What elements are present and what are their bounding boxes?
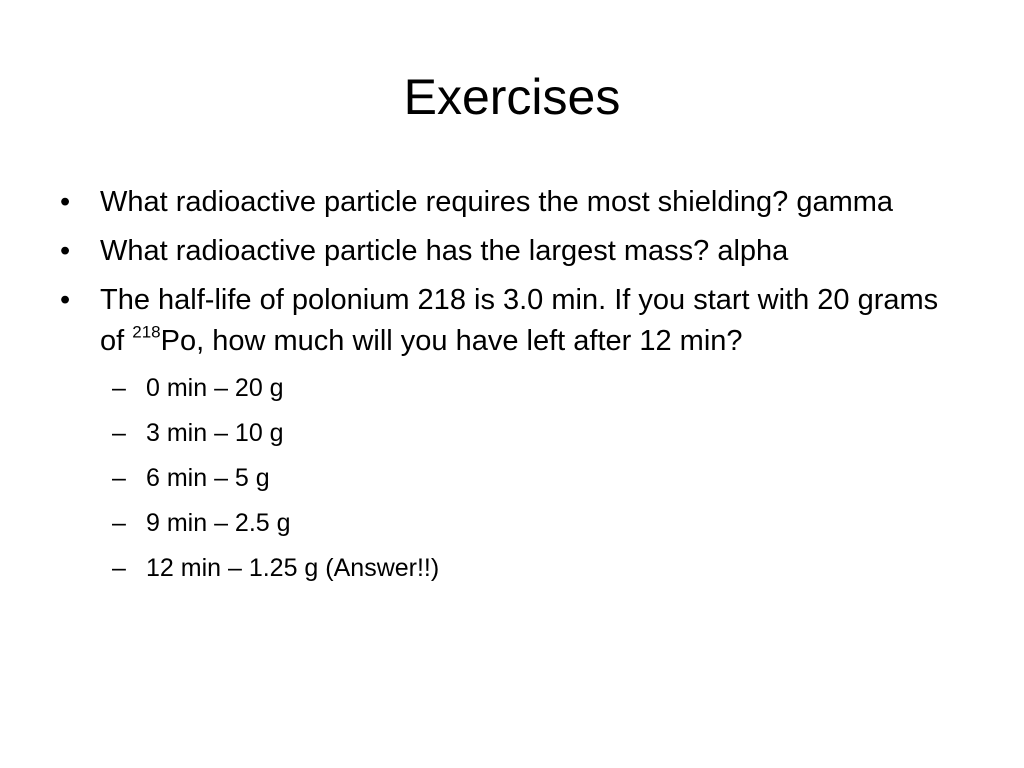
sub-bullet-item [58,505,958,541]
sub-bullet-list [58,370,958,586]
dash-icon: – [112,419,126,447]
bullet-icon: • [60,235,71,267]
bullet-text: What radioactive particle requires the most shielding? gamma [100,186,894,218]
sub-bullet-text: 0 min – 20 g [146,374,284,402]
sub-bullet-text: 3 min – 10 g [146,419,284,447]
bullet-item [58,280,958,362]
isotope-superscript: 218 [132,322,161,342]
sub-bullet-item [58,460,958,496]
sub-bullet-item [58,370,958,406]
slide-content [58,182,958,595]
bullet-text-part: Po, how much will you have left after 12 min? [160,325,743,357]
bullet-text: What radioactive particle has the largest mass? alpha [100,235,789,267]
dash-icon: – [112,374,126,402]
sub-bullet-text: 6 min – 5 g [146,464,270,492]
bullet-item [58,182,958,223]
dash-icon: – [112,509,126,537]
dash-icon: – [112,464,126,492]
sub-bullet-text: 9 min – 2.5 g [146,509,291,537]
bullet-text-part: The half-life of polonium 218 is 3.0 min. If you start with 20 grams of [100,284,939,357]
sub-bullet-item [58,415,958,451]
dash-icon: – [112,554,126,582]
bullet-icon: • [60,284,71,316]
sub-bullet-text: 12 min – 1.25 g (Answer!!) [146,554,440,582]
sub-bullet-item [58,550,958,586]
bullet-icon: • [60,186,71,218]
slide-title: Exercises [403,69,621,125]
bullet-text [100,284,938,357]
bullet-item [58,231,958,272]
